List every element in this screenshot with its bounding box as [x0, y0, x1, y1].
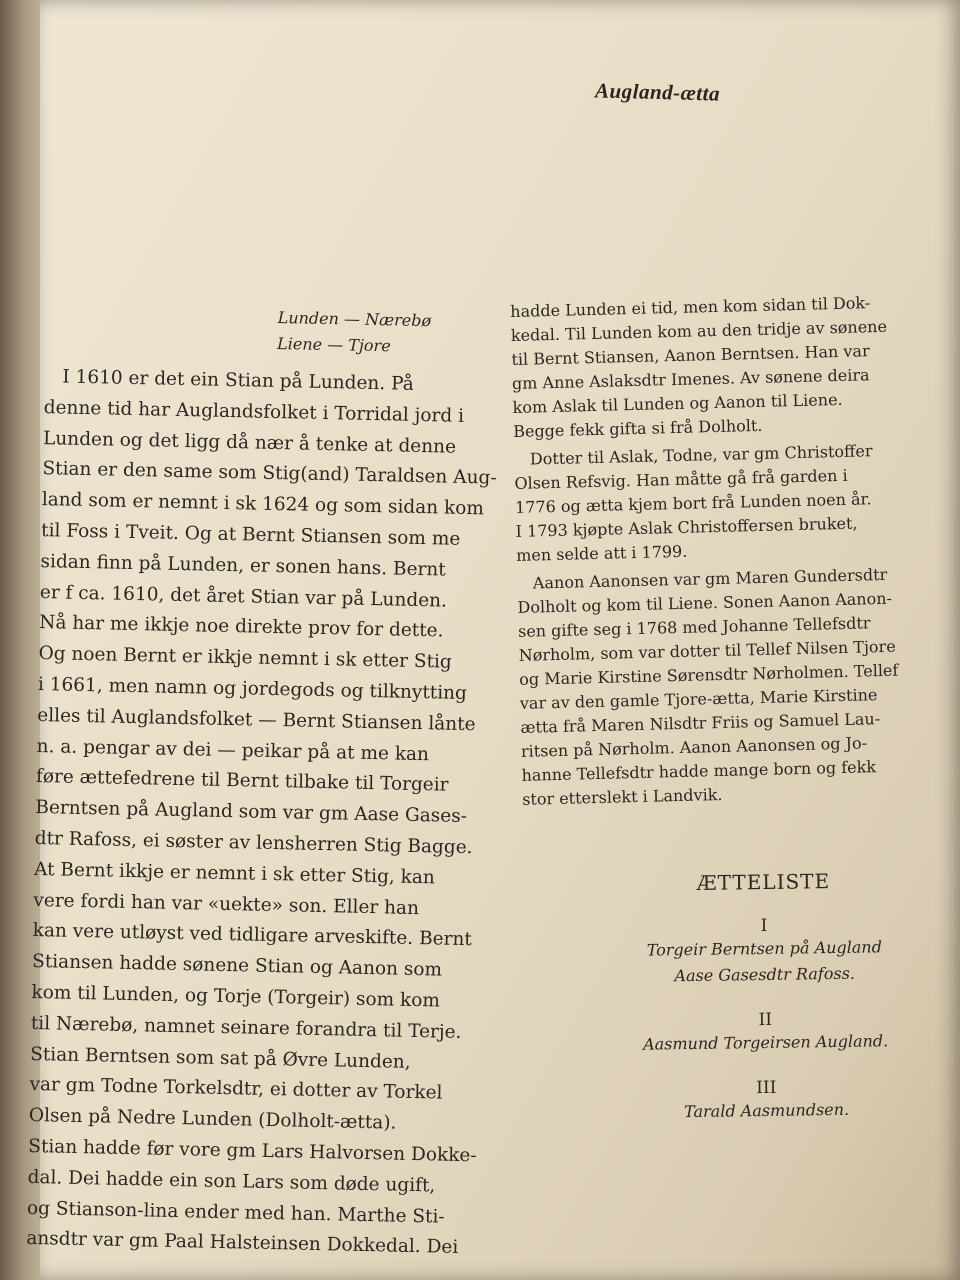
- generation-numeral: II: [758, 1009, 773, 1031]
- text-line: til Foss i Tveit. Og at Bernt Stiansen som me: [40, 520, 461, 550]
- text-line: dal. Dei hadde ein son Lars som døde ugift,: [27, 1166, 436, 1197]
- text-line: kom Aslak til Lunden og Aanon til Liene.: [512, 389, 843, 417]
- text-line: Aanon Aanonsen var gm Maren Gundersdtr: [532, 564, 888, 593]
- generation-person: Aase Gasesdtr Rafoss.: [674, 963, 856, 986]
- text-line: hanne Tellefsdtr hadde mange born og fekk: [521, 757, 877, 785]
- paragraph: [510, 289, 958, 444]
- text-line: I 1793 kjøpte Aslak Christoffersen bruket,: [515, 513, 858, 541]
- text-line: stor etterslekt i Landvik.: [521, 784, 723, 809]
- left-column: [20, 300, 500, 1265]
- text-line: var av den gamle Tjore-ætta, Marie Kirstine: [519, 685, 878, 713]
- text-line: men selde att i 1799.: [516, 541, 688, 565]
- text-line: kom til Lunden, og Torje (Torgeir) som kom: [31, 981, 441, 1012]
- text-line: til Nærebø, namnet seinare forandra til Terje.: [30, 1012, 462, 1043]
- text-line: hadde Lunden ei tid, men kom sidan til Dok-: [510, 293, 871, 321]
- page-title: Augland-ætta: [594, 78, 721, 106]
- aetteliste-section: [598, 868, 932, 1127]
- text-line: Olsen Refsvig. Han måtte gå frå garden i: [514, 465, 848, 493]
- text-line: ritsen på Nørholm. Aanon Aanonsen og Jo-: [520, 733, 868, 761]
- text-line: ansdtr var gm Paal Halsteinsen Dokkedal. Dei: [26, 1228, 459, 1259]
- text-line: Dolholt og kom til Liene. Sonen Aanon Aanon-: [517, 588, 893, 617]
- text-line: dtr Rafoss, ei søster av lensherren Stig Bagge.: [34, 827, 473, 859]
- text-line: I 1610 er det ein Stian på Lunden. På: [62, 366, 414, 395]
- generation-numeral: I: [760, 915, 768, 937]
- text-line: Stian hadde før vore gm Lars Halvorsen Dokke-: [28, 1135, 477, 1167]
- section-subheading: [277, 305, 500, 362]
- text-line: Dotter til Aslak, Todne, var gm Christoffer: [529, 441, 873, 469]
- text-line: Stian er den same som Stig(and) Taraldsen Aug-: [42, 458, 497, 489]
- text-line: føre ættefedrene til Bernt tilbake til Torgeir: [35, 766, 449, 797]
- subheading-line: Liene — Tjore: [276, 333, 391, 356]
- text-line: Og noen Bernt er ikkje nemnt i sk etter Stig: [38, 643, 452, 673]
- generation-person: Aasmund Torgeirsen Augland.: [642, 1031, 889, 1054]
- text-line: sidan finn på Lunden, er sonen hans. Bernt: [40, 550, 446, 581]
- text-line: Begge fekk gifta si frå Dolholt.: [512, 415, 763, 441]
- left-body-text: [20, 362, 499, 1265]
- text-line: Lunden og det ligg då nær å tenke at denne: [42, 427, 457, 458]
- text-line: At Bernt ikkje er nemnt i sk etter Stig, kan: [33, 858, 436, 889]
- generation-person: Torgeir Berntsen på Augland: [646, 937, 883, 960]
- text-line: denne tid har Auglandsfolket i Torridal jord i: [43, 396, 465, 427]
- text-line: og Marie Kirstine Sørensdtr Nørholmen. Tellef: [519, 660, 899, 689]
- text-line: 1776 og ætta kjem bort frå Lunden noen år.: [514, 489, 872, 517]
- text-line: til Bernt Stiansen, Aanon Berntsen. Han var: [511, 341, 870, 369]
- text-line: Nørholm, som var dotter til Tellef Nilsen Tjore: [518, 636, 896, 665]
- text-line: elles til Auglandsfolket — Bernt Stiansen lånte: [37, 704, 476, 735]
- paragraph: [517, 561, 960, 812]
- text-line: i 1661, men namn og jordegods og tilknytting: [37, 674, 468, 704]
- generation-person: Tarald Aasmundsen.: [683, 1099, 850, 1122]
- text-line: ætta frå Maren Nilsdtr Friis og Samuel Lau-: [520, 709, 881, 737]
- text-line: kedal. Til Lunden kom au den tridje av sønene: [510, 316, 888, 345]
- text-line: vere fordi han var «uekte» son. Eller han: [33, 889, 420, 919]
- text-line: Nå har me ikkje noe direkte prov for dette.: [39, 612, 444, 642]
- text-line: Stian Berntsen som sat på Øvre Lunden,: [29, 1043, 411, 1073]
- text-line: gm Anne Aslaksdtr Imenes. Av sønene deira: [511, 365, 870, 393]
- text-line: n. a. pengar av dei — peikar på at me kan: [36, 735, 430, 765]
- text-line: Stiansen hadde sønene Stian og Aanon som: [31, 951, 443, 981]
- subheading-line: Lunden — Nærebø: [277, 307, 432, 331]
- aetteliste-title: ÆTTELISTE: [696, 869, 831, 895]
- text-line: Berntsen på Augland som var gm Aase Gases-: [35, 797, 468, 828]
- right-column: [510, 289, 960, 816]
- paragraph: [514, 437, 960, 568]
- text-line: var gm Todne Torkelsdtr, ei dotter av Torkel: [29, 1074, 443, 1104]
- text-line: land som er nemnt i sk 1624 og som sidan kom: [41, 489, 485, 520]
- text-line: Olsen på Nedre Lunden (Dolholt-ætta).: [28, 1105, 397, 1134]
- generation-numeral: III: [756, 1077, 777, 1099]
- book-page: [26, 0, 960, 1280]
- text-line: kan vere utløyst ved tidligare arveskifte. Bernt: [32, 920, 473, 951]
- text-line: og Stianson-lina ender med han. Marthe Sti-: [26, 1197, 445, 1228]
- text-line: er f ca. 1610, det året Stian var på Lunden.: [39, 581, 448, 612]
- text-line: sen gifte seg i 1768 med Johanne Tellefsdtr: [517, 613, 871, 641]
